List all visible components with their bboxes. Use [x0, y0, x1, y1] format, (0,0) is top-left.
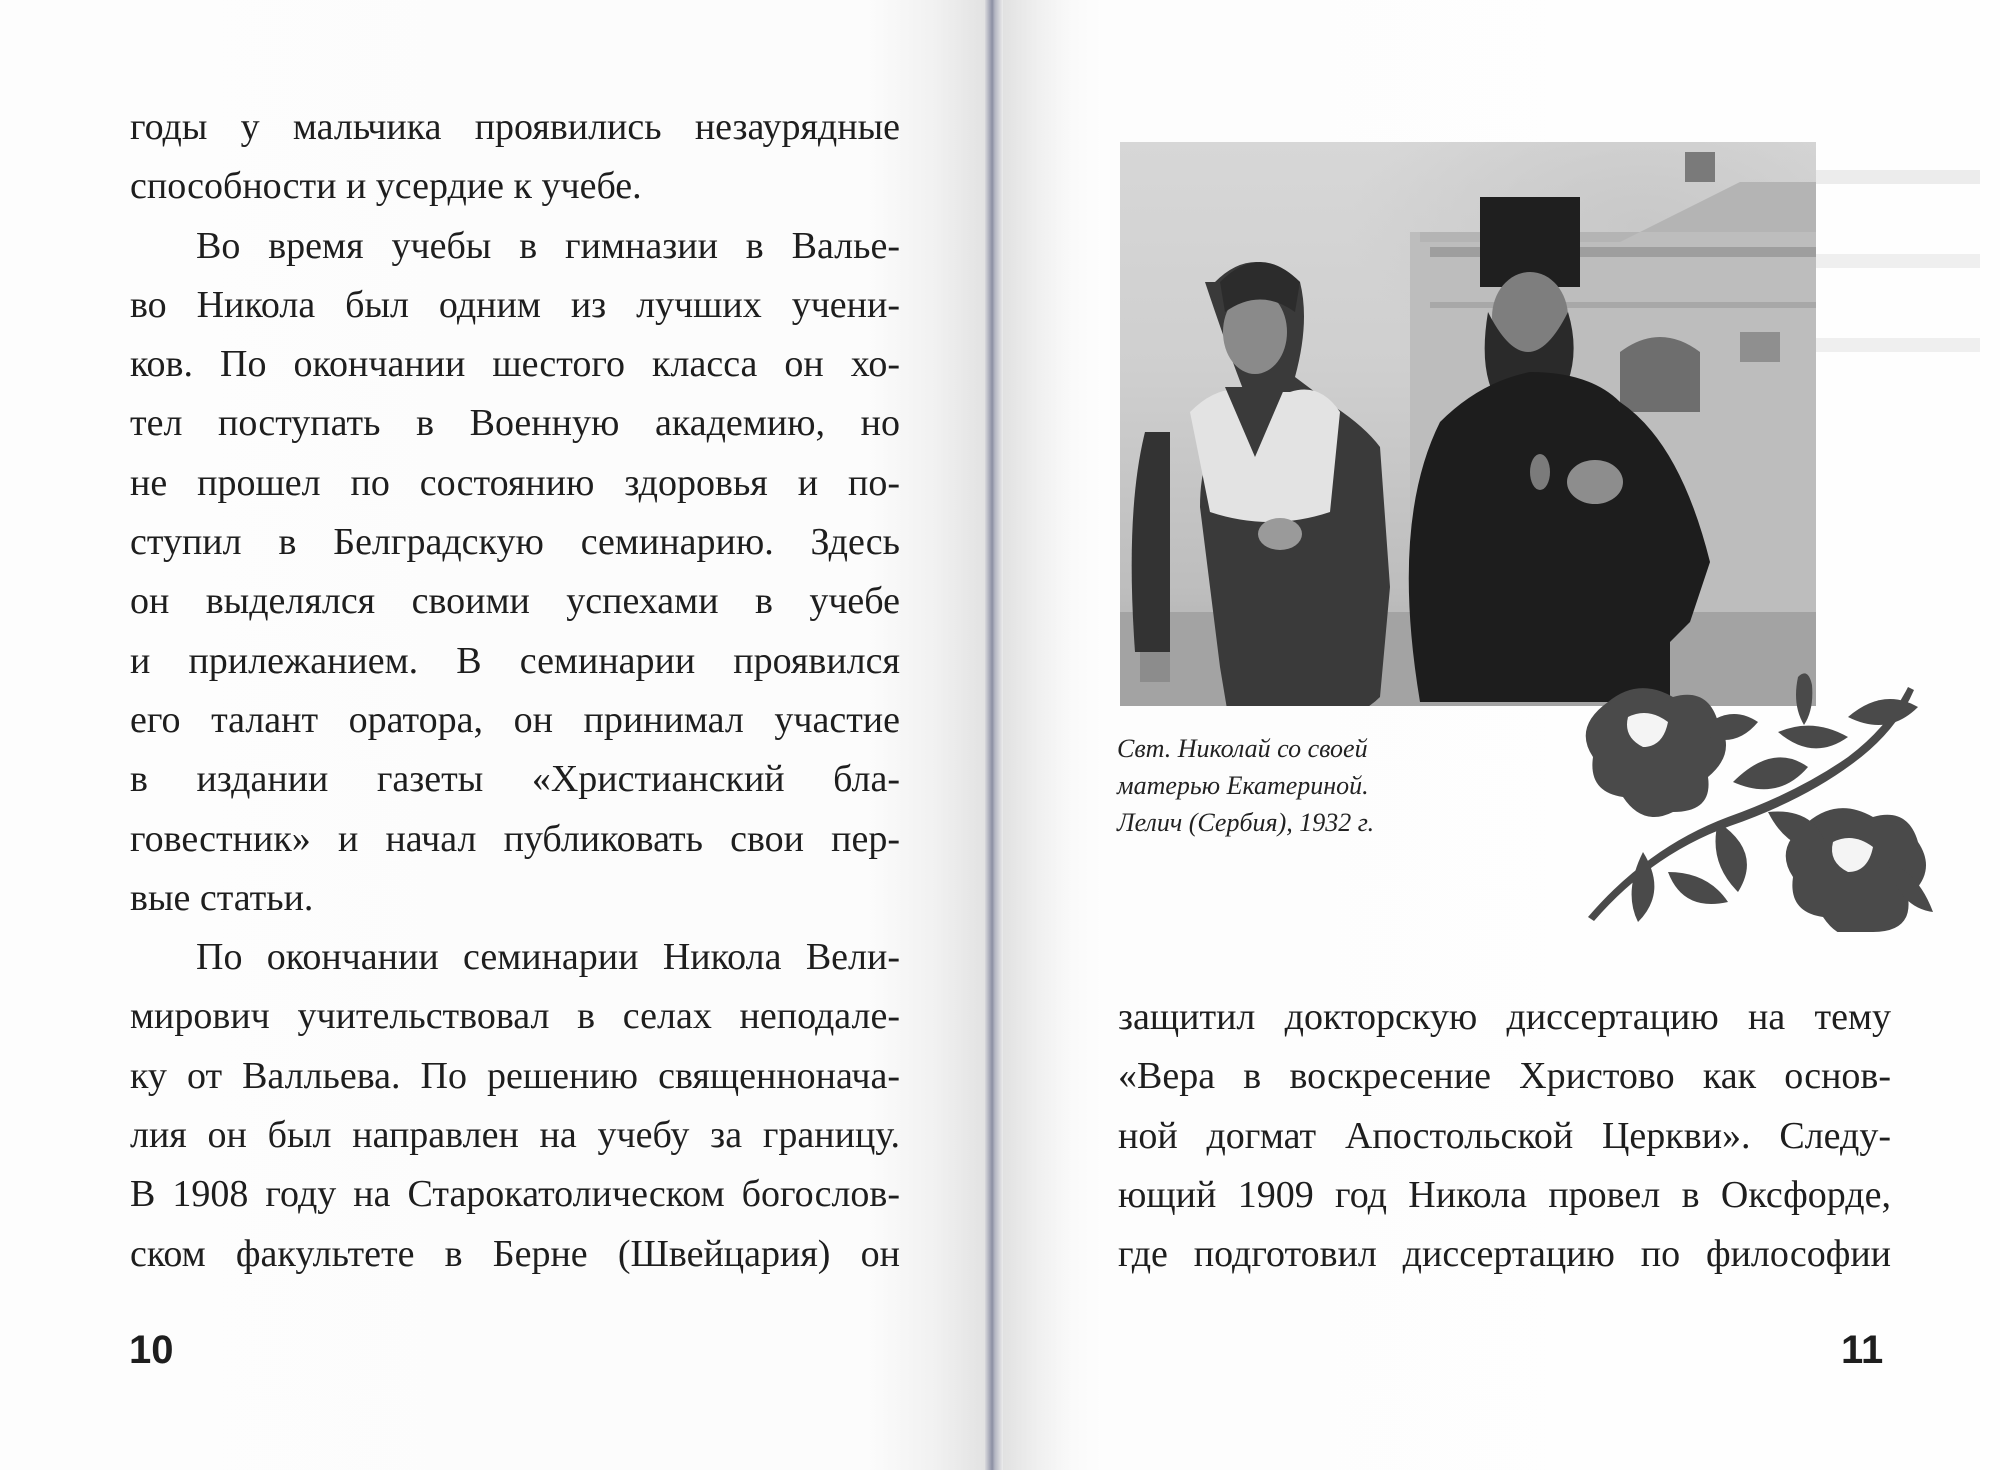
- left-page: [0, 0, 985, 1470]
- text-line: лия он был направлен на учебу за границу.: [130, 1114, 900, 1157]
- page-number-left: 10: [129, 1328, 174, 1372]
- text-line: Во время учебы в гимназии в Валье-: [196, 224, 900, 267]
- photo-nikolai-with-mother: [1120, 142, 1816, 706]
- text-line: тел поступать в Военную академию, но: [130, 402, 900, 445]
- text-line: По окончании семинарии Никола Вели-: [196, 936, 900, 979]
- text-line: «Вера в воскресение Христово как основ-: [1118, 1055, 1891, 1098]
- photo-caption: [1117, 730, 1374, 841]
- text-line: и прилежанием. В семинарии проявился: [130, 639, 900, 682]
- text-line: ющий 1909 год Никола провел в Оксфорде,: [1118, 1173, 1891, 1216]
- caption-line: матерью Екатериной.: [1117, 771, 1369, 800]
- text-line: говестник» и начал публиковать свои пер-: [130, 817, 900, 860]
- text-line: мирович учительствовал в селах неподале-: [130, 995, 900, 1038]
- text-line: не прошел по состоянию здоровья и по-: [130, 461, 900, 504]
- text-line: ступил в Белградскую семинарию. Здесь: [130, 521, 900, 564]
- text-line: его талант оратора, он принимал участие: [130, 698, 900, 741]
- text-line: ков. По окончании шестого класса он хо-: [130, 343, 900, 386]
- photo-image: [1120, 142, 1816, 706]
- text-line: вые статьи.: [130, 876, 314, 919]
- text-line: способности и усердие к учебе.: [130, 165, 642, 208]
- text-line: он выделялся своими успехами в учебе: [130, 580, 900, 623]
- text-line: ку от Валльева. По решению священнонача-: [130, 1054, 900, 1097]
- text-line: В 1908 году на Старокатолическом богослов-: [130, 1173, 900, 1216]
- right-page-body: [1118, 988, 1891, 1284]
- page-number-right: 11: [1841, 1328, 1884, 1372]
- text-line: в издании газеты «Христианский бла-: [130, 758, 900, 801]
- gutter-shadow: [1003, 0, 1073, 1470]
- flower-branch-ornament-icon: [1548, 672, 1948, 932]
- left-page-body: [130, 98, 900, 1284]
- caption-line: Лелич (Сербия), 1932 г.: [1117, 808, 1375, 837]
- caption-line: Свт. Николай со своей: [1117, 734, 1368, 763]
- text-line: ной догмат Апостольской Церкви». Следу-: [1118, 1114, 1891, 1157]
- text-line: во Никола был одним из лучших учени-: [130, 283, 900, 326]
- text-line: годы у мальчика проявились незаурядные: [130, 106, 900, 148]
- book-gutter: [985, 0, 1003, 1470]
- text-line: защитил докторскую диссертацию на тему: [1118, 996, 1891, 1038]
- text-line: ском факультете в Берне (Швейцария) он: [130, 1232, 900, 1275]
- text-line: где подготовил диссертацию по философии: [1118, 1233, 1891, 1276]
